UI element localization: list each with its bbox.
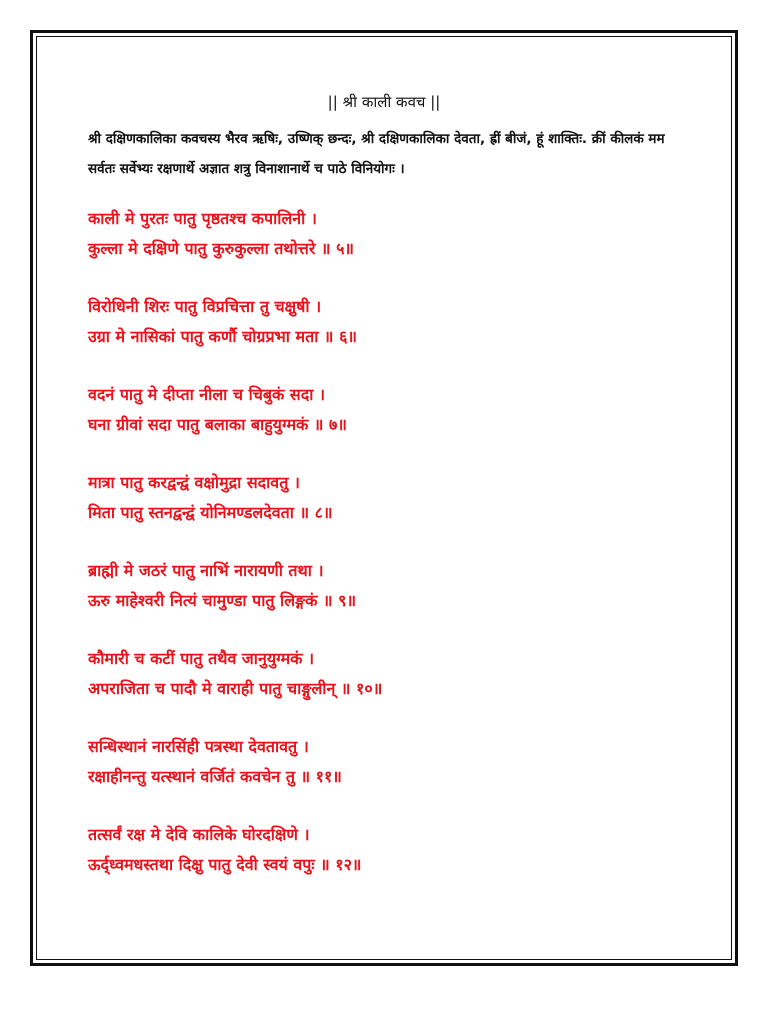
verse-line: कौमारी च कटीं पातु तथैव जानुयुग्मकं । bbox=[88, 649, 315, 668]
verse-line: तत्सर्वं रक्ष मे देवि कालिके घोरदक्षिणे । bbox=[88, 825, 310, 844]
verse-line: उग्रा मे नासिकां पातु कर्णौ चोग्रप्रभा मता ॥ ६॥ bbox=[88, 327, 357, 346]
verse-line: अपराजिता च पादौ मे वाराही पातु चाङ्गुलीन् ॥ १०॥ bbox=[88, 679, 383, 698]
document-title: || श्री काली कवच || bbox=[327, 93, 441, 111]
verse-7 bbox=[88, 380, 688, 468]
verse-line: वदनं पातु मे दीप्ता नीला च चिबुकं सदा । bbox=[88, 385, 326, 404]
verse-line: ब्राह्मी मे जठरं पातु नाभिं नारायणी तथा । bbox=[88, 561, 324, 580]
verse-8 bbox=[88, 468, 688, 556]
verse-line: सन्धिस्थानं नारसिंही पत्रस्था देवतावतु । bbox=[88, 737, 309, 756]
verse-line: ऊर्द्ध्वमधस्तथा दिक्षु पातु देवी स्वयं वपुः ॥ १२॥ bbox=[88, 855, 362, 874]
verse-line: काली मे पुरतः पातु पृष्ठतश्च कपालिनी । bbox=[88, 209, 317, 228]
verse-10 bbox=[88, 644, 688, 732]
verse-11 bbox=[88, 732, 688, 820]
verse-5 bbox=[88, 204, 688, 292]
verse-6 bbox=[88, 292, 688, 380]
verse-9 bbox=[88, 556, 688, 644]
verse-line: ऊरु माहेश्वरी नित्यं चामुण्डा पातु लिङ्गकं ॥ ९॥ bbox=[88, 591, 357, 610]
verse-line: घना ग्रीवां सदा पातु बलाका बाहुयुग्मकं ॥ ७॥ bbox=[88, 415, 347, 434]
verse-line: विरोधिनी शिरः पातु विप्रचित्ता तु चक्षुषी । bbox=[88, 297, 322, 316]
verse-list bbox=[88, 204, 688, 908]
viniyoga-paragraph: श्री दक्षिणकालिका कवचस्य भैरव ऋषिः, उष्णिक् छन्दः, श्री दक्षिणकालिका देवता, ह्रीं बीजं, हूं शाक्तिः. क्रीं कीलकं मम सर्वतः सर्वेभ्यः रक्षणार्थे अज्ञात शत्रु विनाशानार्थे च पाठे विनियोगः । bbox=[88, 131, 665, 177]
verse-12 bbox=[88, 820, 688, 908]
verse-line: कुल्ला मे दक्षिणे पातु कुरुकुल्ला तथोत्तरे ॥ ५॥ bbox=[88, 239, 355, 258]
verse-line: मात्रा पातु करद्वन्द्वं वक्षोमुद्रा सदावतु । bbox=[88, 473, 300, 492]
verse-line: मिता पातु स्तनद्वन्द्वं योनिमण्डलदेवता ॥ ८॥ bbox=[88, 503, 333, 522]
verse-line: रक्षाहीनन्तु यत्स्थानं वर्जितं कवचेन तु ॥ ११॥ bbox=[88, 767, 342, 786]
